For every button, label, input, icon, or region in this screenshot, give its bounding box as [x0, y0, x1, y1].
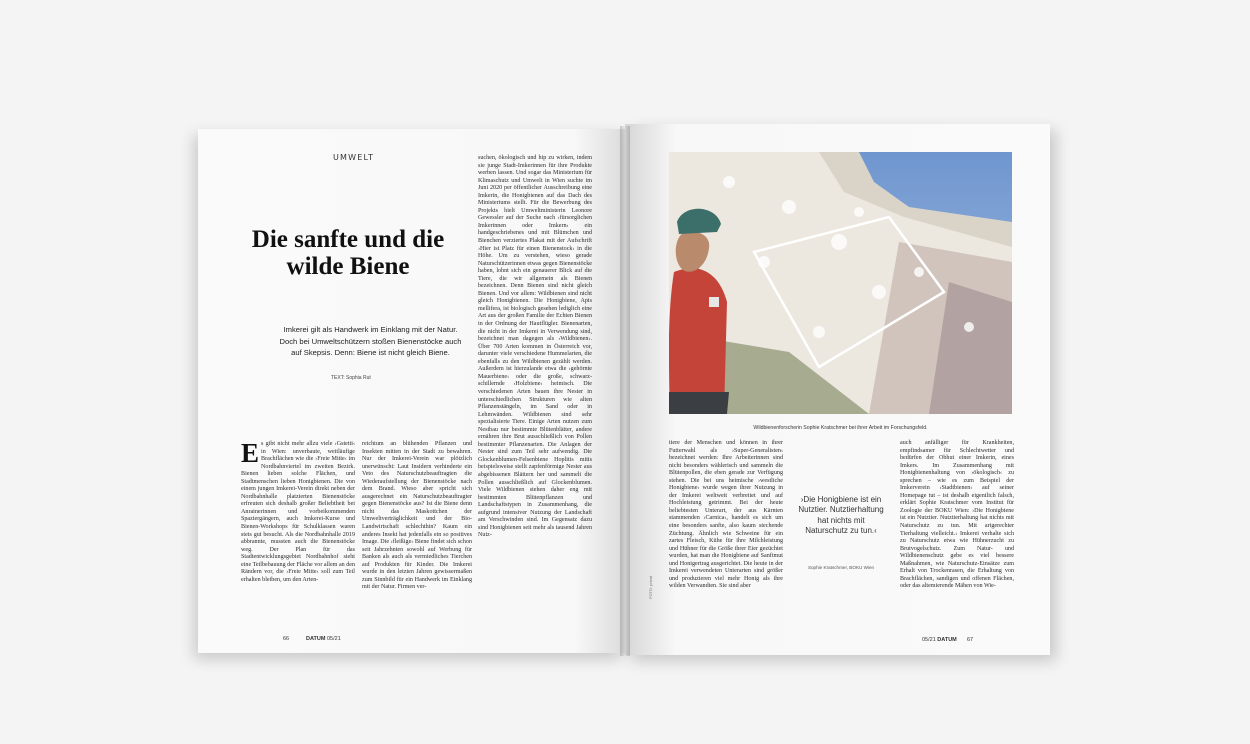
spine-gutter — [620, 126, 630, 656]
pull-quote-source: Sophie Kratschmer, BOKU Wien — [807, 565, 875, 570]
page-number-left: 66 — [283, 636, 290, 642]
folio-left — [306, 636, 341, 642]
photo-credit: FOTO: privat — [648, 575, 653, 599]
issue-number: 05/21 — [326, 636, 341, 642]
article-headline: Die sanfte und die wilde Biene — [251, 226, 445, 280]
right-page — [625, 124, 1050, 655]
pull-quote: ›Die Honigbiene ist ein Nutztier. Nutztierhaltung hat nichts mit Naturschutz zu tun.‹ — [798, 495, 884, 535]
body-column-1-text: s gibt nicht mehr allzu viele ›Gstetti‹ in Wien: unverbaute, weitläufige Brachflächen wie die ›Freie Mitte‹ im Nordbahnviertel im zweiten Bezirk. Bienen lieben solche Flächen, und Stadtmenschen lieben Honigbienen. Die von einem jungen Imkerei-Verein direkt neben der Nordbahnhalle platzierten Bienenstöcke erfreuten sich deshalb großer Beliebtheit bei Anrainerinnen und vorbeikommenden Spaziergängern, auch Imkerei-Kurse und Bienen-Workshops für Schulklassen waren stets gut besucht. Als die Nordbahnhalle 2019 abbrannte, mussten auch die Bienenstöcke weg. Der Plan für das Stadtentwicklungsgebiet Nordbahnhof sieht eine Teilbebauung der Fläche vor allem an den Rändern vor, die ›Freie Mitte‹ soll zum Teil erhalten bleiben, um den Arten- — [241, 441, 356, 583]
photo-caption: Wildbienenforscherin Sophie Kratschmer bei ihrer Arbeit im Forschungsfeld. — [753, 425, 928, 431]
photo-bee-researcher-image — [669, 152, 1012, 414]
article-photo — [669, 152, 1012, 414]
body-column-4: tiere der Menschen und können in ihrer Futterwahl als ›Super-Generalisten‹ bezeichnet werden: Ihre Arbeiterinnen sind nicht besonders wählerisch und sammeln die Blütenpollen, die eben gerade zur Verfügung stehen. Die bei uns heimische ›westliche Honigbiene‹ wurde wegen ihrer Nutzung in der Imkerei weltweit verbreitet und auf Hochleistung getrimmt. Bei der heute beliebtesten Unterart, der aus Kärnten stammenden ›Carnica‹, handelt es sich um eine besonders sanfte, also kaum stechende Züchtung. Ähnlich wie Schweine für ein zartes Fleisch, Kühe für ihre Milchleistung und Hühner für die Größe ihrer Eier gezüchtet wurden, hat man die Honigbiene auf Sanftmut und Honigertrag ausgerichtet. Die heute in der Imkerei verwendeten Unterarten sind größer und produzieren viel mehr Honig als ihre wilden Verwandten. Sie sind aber — [669, 440, 783, 590]
page-number-right: 67 — [967, 637, 974, 643]
folio-right — [922, 637, 957, 643]
body-column-2: reichtum an blühenden Pflanzen und Insekten mitten in der Stadt zu bewahren. Nur der Imkerei-Verein war plötzlich unerwünscht: Laut Insidern verhinderte ein Veto des Naturschutzbeauftragten die Wiederaufstellung der Bienenstöcke nach dem Brand. Wieso aber spricht sich ausgerechnet ein Naturschutzbeauftragter gegen Bienenstöcke aus? Ist die Biene denn nicht das Maskottchen der Umweltverträglichkeit und der Bio-Landwirtschaft schlechthin? Kaum ein anderes Insekt hat jedenfalls ein so positives Image. Die ›fleißige‹ Biene findet sich schon seit Jahrzehnten sowohl auf Werbung für Banken als auch als vermiedliches Tierchen auf Produkten für Kinder. Die Imkerei wurde in den letzten Jahren gewissermaßen zum Sinnbild für ein Handwerk im Einklang mit der Natur. Firmen ver- — [362, 441, 472, 591]
left-page — [198, 129, 625, 653]
magazine-brand-right: DATUM — [937, 637, 957, 643]
drop-cap: E — [241, 438, 260, 468]
article-dek: Imkerei gilt als Handwerk im Einklang mit der Natur. Doch bei Umweltschützern stoßen Bienenstöcke auch auf Skepsis. Denn: Biene ist nicht gleich Biene. — [279, 325, 462, 357]
body-column-5: auch anfälliger für Krankheiten, empfindsamer für Schlechtwetter und bedürfen der Obhut einer Imkerin, eines Imkers. Im Zusammenhang mit Honigbienenhaltung von ›ökologisch‹ zu sprechen – wie es zum Beispiel der Imkerverein ›Stadtbienen‹ auf seiner Homepage tut – ist deshalb eigentlich falsch, erklärt Sophie Kratschmer vom Institut für Zoologie der BOKU Wien: ›Die Honigbiene ist ein Nutztier. Nutztierhaltung hat nichts mit Naturschutz zu tun. Mit artgerechter Tierhaltung vielleicht.‹ Imkerei verhalte sich zu Naturschutz etwa wie Hühnerzucht zu Brutvogelschutz. Zum Natur- und Wildbienenschutz gebe es viel bessere Maßnahmen, wie Naturschutz-Einsätze zum Erhalt von Trockenrasen, die Erhaltung von Brachflächen, sandigen und offenen Flächen, oder das altemierende Mähen von Wie- — [900, 440, 1014, 590]
body-column-3: suchen, ökologisch und hip zu wirken, indem sie junge Stadt-Imkerinnen für ihre Produkte werben lassen. Und sogar das Ministerium für Klimaschutz und Umwelt in Wien suchte im Juni 2020 per öffentlicher Ausschreibung eine Imkerin, die Honigbienen auf das Dach des Ministeriums stellt. Für die Bewerbung des Projekts hielt Umweltministerin Leonore Gewessler auf der Suche nach ›fürsorglichen Imkerinnen oder Imkern‹ ein handgeschriebenes und mit Blümchen und Bienchen verziertes Plakat mit der Aufschrift ›Hier ist Platz für einen Bienenstock‹ in die Höhe. Um zu verstehen, wieso gerade Naturschützerinnen etwas gegen Bienenstöcke haben, lohnt sich ein genauerer Blick auf die Tiere, die wir allgemein als Bienen bezeichnen. Denn Bienen sind nicht gleich Bienen. Und vor allem: Wildbienen sind nicht gleich Honigbienen. Die Honigbiene, Apis mellifera, ist biologisch gesehen lediglich eine Art aus der großen Familie der Echten Bienen in der Ordnung der Hautflügler. Bienenarten, die nicht in der Imkerei in Verwendung sind, bezeichnet man dagegen als ›Wildbienen‹. Über 700 Arten kommen in Österreich vor, darunter viele verschiedene Hummelarten, die ebenfalls zu den Wildbienen gezählt werden. Außerdem ist hierzulande etwa die ›gehörnte Mauerbiene‹ oder die große, schwarz-schillernde ›Holzbiene‹ heimisch. Die verschiedenen Arten bauen ihre Nester in unterschiedlichen Strukturen wie alten Pflanzenstängeln, im Sand oder in Lehmwänden. Wildbienen sind sehr spezialisierte Tiere. Einige Arten nutzen zum Nestbau nur bestimmte Blütenblätter, andere ernähren ihre Brut ausschließlich von Pollen bestimmter Pflanzenarten. Die Anlagen der Nester sind zum Teil sehr aufwendig. Die Glockenblumen-Felsenbiene Hoplitis mitis beispielsweise stellt zapfenförmige Nester aus abgebissenen Blättern her und sammelt die Pollen ausschließlich auf Glockenblumen. Viele Wildbienen stehen daher eng mit bestimmten Blütenpflanzen und Landschaftstypen in Zusammenhang, die aufgrund intensiver Nutzung der Landschaft am Verschwinden sind. Im Gegensatz dazu sind Honigbienen seit mehr als tausend Jahren Nutz- — [478, 155, 592, 539]
magazine-brand: DATUM — [306, 636, 326, 642]
byline: TEXT: Sophia Rut — [331, 375, 371, 381]
section-rubric: UMWELT — [333, 153, 375, 162]
body-column-1 — [241, 438, 356, 631]
issue-number-right: 05/21 — [922, 637, 936, 643]
